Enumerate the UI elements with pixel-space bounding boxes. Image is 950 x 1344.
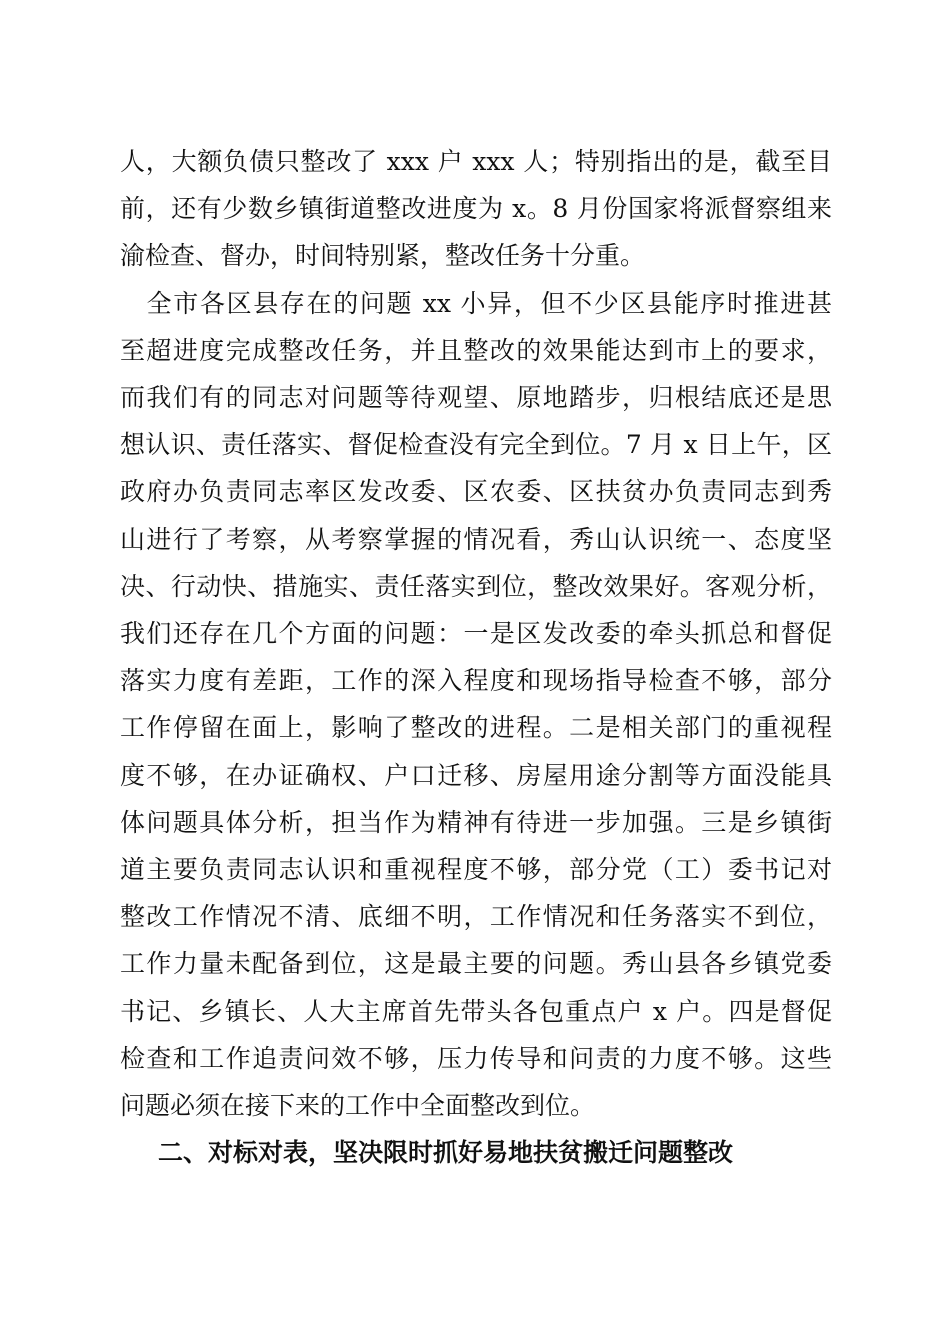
paragraph-line: 而我们有的同志对问题等待观望、原地踏步，归根结底还是思 bbox=[120, 383, 832, 413]
section-heading: 二、对标对表，坚决限时抓好易地扶贫搬迁问题整改 bbox=[158, 1138, 734, 1168]
paragraph-line: 政府办负责同志率区发改委、区农委、区扶贫办负责同志到秀 bbox=[120, 477, 832, 507]
paragraph-line: 决、行动快、措施实、责任落实到位，整改效果好。客观分析， bbox=[120, 571, 832, 601]
paragraph-line: 度不够，在办证确权、户口迁移、房屋用途分割等方面没能具 bbox=[120, 760, 832, 790]
paragraph-line: 至超进度完成整改任务，并且整改的效果能达到市上的要求， bbox=[120, 335, 832, 365]
paragraph-line: 工作停留在面上，影响了整改的进程。二是相关部门的重视程 bbox=[120, 713, 832, 743]
paragraph-line: 道主要负责同志认识和重视程度不够，部分党（工）委书记对 bbox=[120, 855, 832, 885]
paragraph-line: 渝检查、督办，时间特别紧，整改任务十分重。 bbox=[120, 241, 646, 271]
paragraph-line: 人，大额负债只整改了 xxx 户 xxx 人；特别指出的是，截至目 bbox=[120, 147, 832, 176]
paragraph-line: 全市各区县存在的问题 xx 小异，但不少区县能序时推进甚 bbox=[120, 288, 832, 318]
paragraph-2 bbox=[120, 280, 832, 1130]
paragraph-line: 前，还有少数乡镇街道整改进度为 x。8 月份国家将派督察组来 bbox=[120, 194, 832, 224]
paragraph-line: 检查和工作追责问效不够，压力传导和问责的力度不够。这些 bbox=[120, 1043, 832, 1073]
paragraph-line: 落实力度有差距，工作的深入程度和现场指导检查不够，部分 bbox=[120, 666, 832, 696]
paragraph-line: 问题必须在接下来的工作中全面整改到位。 bbox=[120, 1091, 596, 1121]
document-body bbox=[120, 138, 832, 1176]
paragraph-line: 想认识、责任落实、督促检查没有完全到位。7 月 x 日上午，区 bbox=[120, 430, 832, 460]
paragraph-1 bbox=[120, 138, 832, 280]
paragraph-line: 我们还存在几个方面的问题：一是区发改委的牵头抓总和督促 bbox=[120, 619, 832, 649]
paragraph-line: 整改工作情况不清、底细不明，工作情况和任务落实不到位， bbox=[120, 902, 832, 932]
paragraph-line: 工作力量未配备到位，这是最主要的问题。秀山县各乡镇党委 bbox=[120, 949, 832, 979]
paragraph-line: 体问题具体分析，担当作为精神有待进一步加强。三是乡镇街 bbox=[120, 807, 832, 837]
paragraph-line: 书记、乡镇长、人大主席首先带头各包重点户 x 户。四是督促 bbox=[120, 996, 832, 1026]
paragraph-line: 山进行了考察，从考察掌握的情况看，秀山认识统一、态度坚 bbox=[120, 524, 832, 554]
